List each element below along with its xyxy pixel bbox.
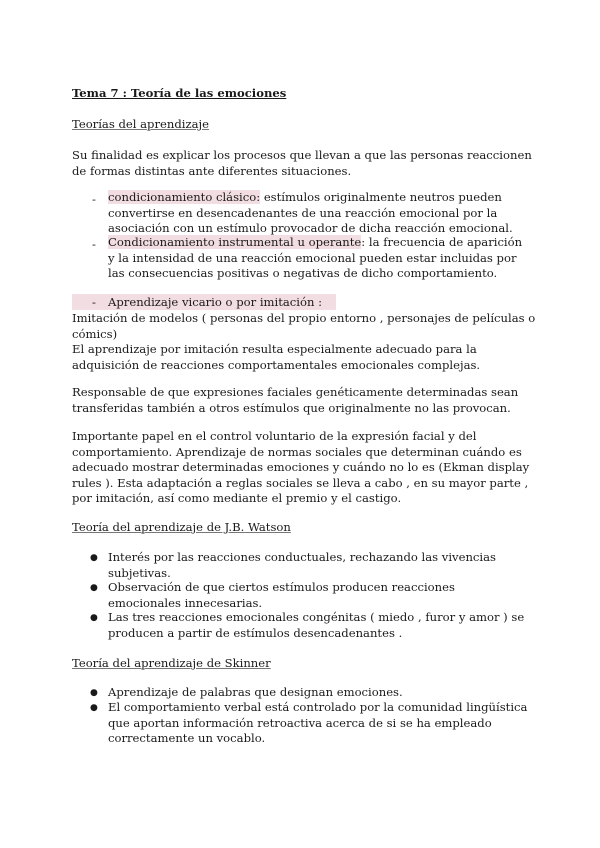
list-item: Interés por las reacciones conductuales, rechazando las vivencias subjetivas. [108,550,496,580]
term-description: : la frecuencia de aparición y la intensidad de una reacción emocional pueden estar incluidas por las consecuencias positivas o negativas de dicho comportamiento. [108,235,523,281]
term-highlight: Condicionamiento instrumental u operante [108,235,362,249]
intro-paragraph: Su finalidad es explicar los procesos que llevan a que las personas reaccionen de formas distintas ante diferentes situaciones. [72,148,532,178]
section-heading-watson: Teoría del aprendizaje de J.B. Watson [72,520,291,534]
list-marker: - [92,237,96,251]
term-highlight: condicionamiento clásico: [108,190,261,204]
bullet-icon: ● [90,583,98,593]
bullet-icon: ● [90,553,98,563]
list-item-vicarious-learning: Aprendizaje vicario o por imitación : [108,295,323,309]
section-heading-skinner: Teoría del aprendizaje de Skinner [72,656,271,670]
list-item: El comportamiento verbal está controlado por la comunidad lingüística que aportan información retroactiva acerca de si se ha empleado correctamente un vocablo. [108,700,528,746]
imitation-line: Imitación de modelos ( personas del propio entorno , personajes de películas o cómics) [72,311,536,341]
bullet-icon: ● [90,703,98,713]
page-title: Tema 7 : Teoría de las emociones [72,86,287,100]
list-item: Las tres reacciones emocionales congénitas ( miedo , furor y amor ) se producen a partir de estímulos desencadenantes . [108,610,525,640]
paragraph-voluntary-control: Importante papel en el control voluntario de la expresión facial y del comportamiento. Aprendizaje de normas sociales que determinan cuándo es adecuado mostrar determinadas emociones y cuándo no lo es (Ekman display rules ). Esta adaptación a reglas sociales se lleva a cabo , en su mayor parte , por imitación, así como mediante el premio y el castigo. [72,429,530,506]
list-item: Observación de que ciertos estímulos producen reacciones emocionales innecesarias. [108,580,455,610]
section-heading-learning-theories: Teorías del aprendizaje [72,117,209,131]
imitation-line: El aprendizaje por imitación resulta especialmente adecuado para la adquisición de reacciones comportamentales emocionales complejas. [72,342,481,372]
list-item-classical-conditioning [108,190,528,237]
bullet-icon: ● [90,688,98,698]
list-marker: - [92,295,96,309]
list-item: Aprendizaje de palabras que designan emociones. [108,685,403,699]
paragraph-facial-expressions: Responsable de que expresiones faciales genéticamente determinadas sean transferidas también a otros estímulos que originalmente no las provocan. [72,385,519,415]
term-description: estímulos originalmente neutros pueden convertirse en desencadenantes de una reacción emocional por la asociación con un estímulo provocador de dicha reacción emocional. [108,190,513,236]
bullet-icon: ● [90,613,98,623]
list-item-operant-conditioning [108,235,528,282]
list-marker: - [92,192,96,206]
